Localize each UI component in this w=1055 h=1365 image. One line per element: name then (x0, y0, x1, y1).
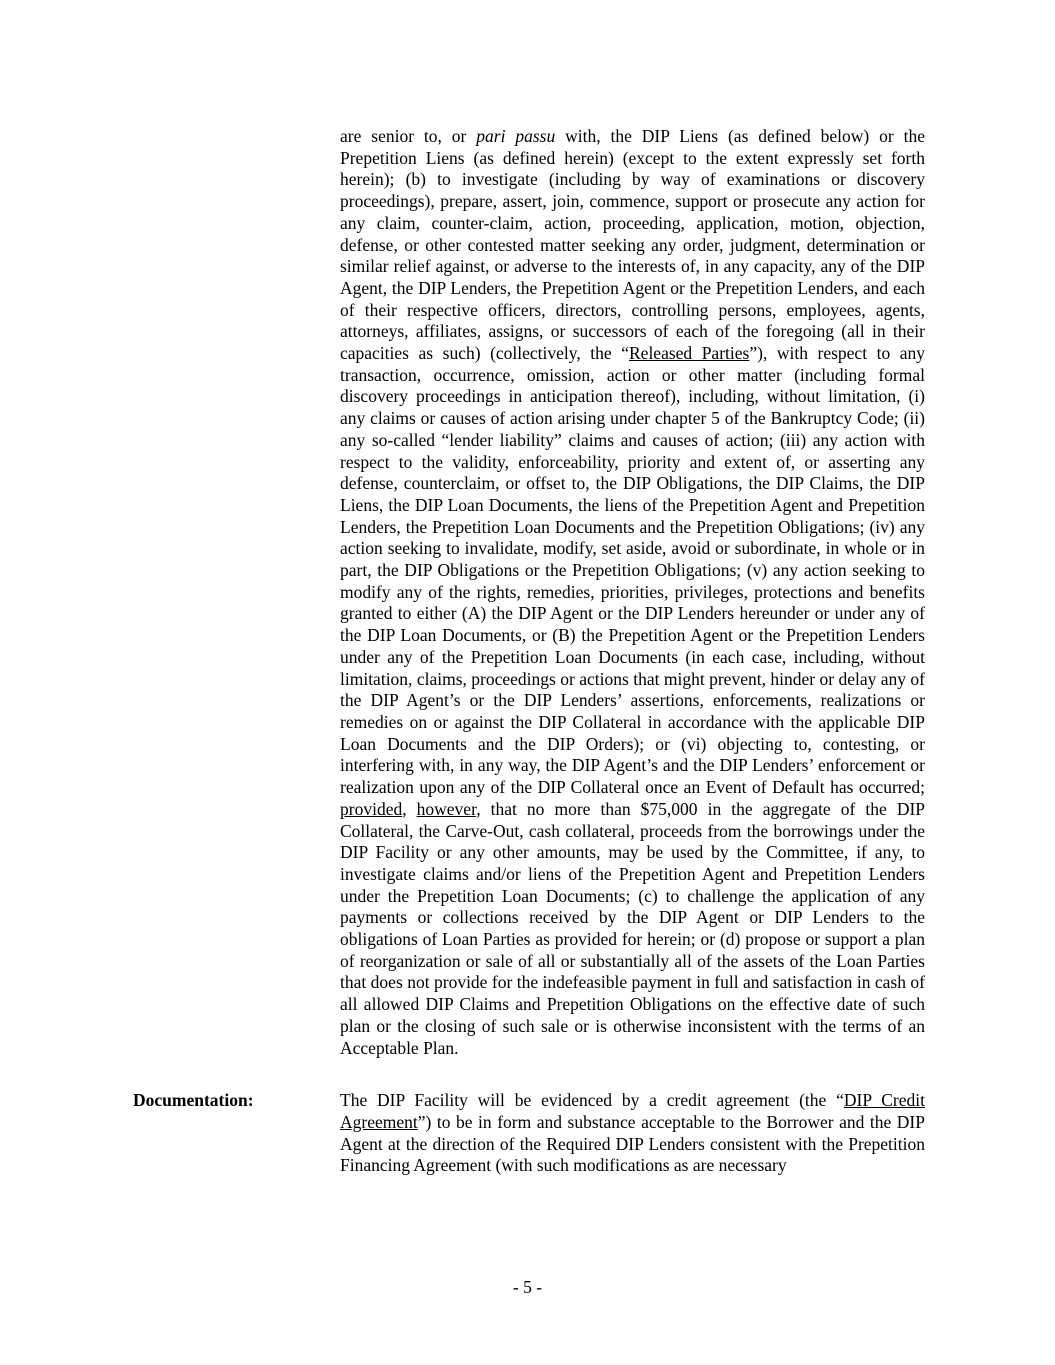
page-number: - 5 - (512, 1277, 543, 1297)
text-run: with, the DIP Liens (as defined below) or the Prepetition Liens (as defined herein) (except to the extent expressly set forth herein); (b) to investigate (including by way of examinations or discovery proceedings), prepare, assert, join, commence, support or prosecute any action for any claim, counter-claim, action, proceeding, application, motion, objection, defense, or other contested matter seeking any order, judgment, determination or similar relief against, or adverse to the interests of, in any capacity, any of the DIP Agent, the DIP Lenders, the Prepetition Agent or the Prepetition Lenders, and each of their respective officers, directors, controlling persons, employees, agents, attorneys, affiliates, assigns, or successors of each of the foregoing (all in their capacities as such) (collectively, the “ (340, 126, 925, 364)
page-content (133, 126, 925, 1177)
documentation-paragraph (340, 1090, 925, 1177)
pari-passu-italic-text: pari passu (476, 126, 556, 146)
released-parties-defined-term: Released Parties (629, 343, 750, 364)
documentation-label: Documentation: (133, 1090, 254, 1111)
text-run: ”) to be in form and substance acceptable to the Borrower and the DIP Agent at the direction of the Required DIP Lenders consistent with the Prepetition Financing Agreement (with such modifications as are necessary (340, 1111, 925, 1176)
documentation-section (133, 1090, 925, 1177)
dip-credit-agreement-defined-term: DIP Credit Agreement (340, 1090, 926, 1132)
text-run: are senior to, or (340, 126, 477, 146)
text-run: , that no more than $75,000 in the aggregate of the DIP Collateral, the Carve-Out, cash collateral, proceeds from the borrowings under the DIP Facility or any other amounts, may be used by the Committee, if any, to investigate claims and/or liens of the Prepetition Agent and Prepetition Lenders under the Prepetition Loan Documents; (c) to challenge the application of any payments or collections received by the DIP Agent or DIP Lenders to the obligations of Loan Parties as provided for herein; or (d) propose or support a plan of reorganization or sale of all or substantially all of the assets of the Loan Parties that does not provide for the indefeasible payment in full and satisfaction in cash of all allowed DIP Claims and Prepetition Obligations on the effective date of such plan or the closing of such sale or is otherwise inconsistent with the terms of an Acceptable Plan. (340, 798, 926, 1058)
text-run: ”), with respect to any transaction, occurrence, omission, action or other matter (including formal discovery proceedings in anticipation thereof), including, without limitation, (i) any claims or causes of action arising under chapter 5 of the Bankruptcy Code; (ii) any so-called “lender liability” claims and causes of action; (iii) any action with respect to the validity, enforceability, priority and extent of, or asserting any defense, counterclaim, or offset to, the DIP Obligations, the DIP Claims, the DIP Liens, the DIP Loan Documents, the liens of the Prepetition Agent and Prepetition Lenders, the Prepetition Loan Documents and the Prepetition Obligations; (iv) any action seeking to invalidate, modify, set aside, avoid or subordinate, in whole or in part, the DIP Obligations or the Prepetition Obligations; (v) any action seeking to modify any of the rights, remedies, priorities, privileges, protections and benefits granted to either (A) the DIP Agent or the DIP Lenders hereunder or under any of the DIP Loan Documents, or (B) the Prepetition Agent or the Prepetition Lenders under any of the Prepetition Loan Documents (in each case, including, without limitation, claims, proceedings or actions that might prevent, hinder or delay any of the DIP Agent’s or the DIP Lenders’ assertions, enforcements, realizations or remedies on or against the DIP Collateral in accordance with the applicable DIP Loan Documents and the DIP Orders); or (vi) objecting to, contesting, or interfering with, in any way, the DIP Agent’s and the DIP Lenders’ enforcement or realization upon any of the DIP Collateral once an Event of Default has occurred; (340, 343, 926, 798)
however-underlined-text: however (416, 798, 477, 819)
provided-underlined-text: provided (340, 798, 403, 819)
text-run: The DIP Facility will be evidenced by a credit agreement (the “ (340, 1090, 844, 1111)
text-run: , (402, 798, 417, 819)
body-continuation-paragraph (340, 126, 925, 1059)
